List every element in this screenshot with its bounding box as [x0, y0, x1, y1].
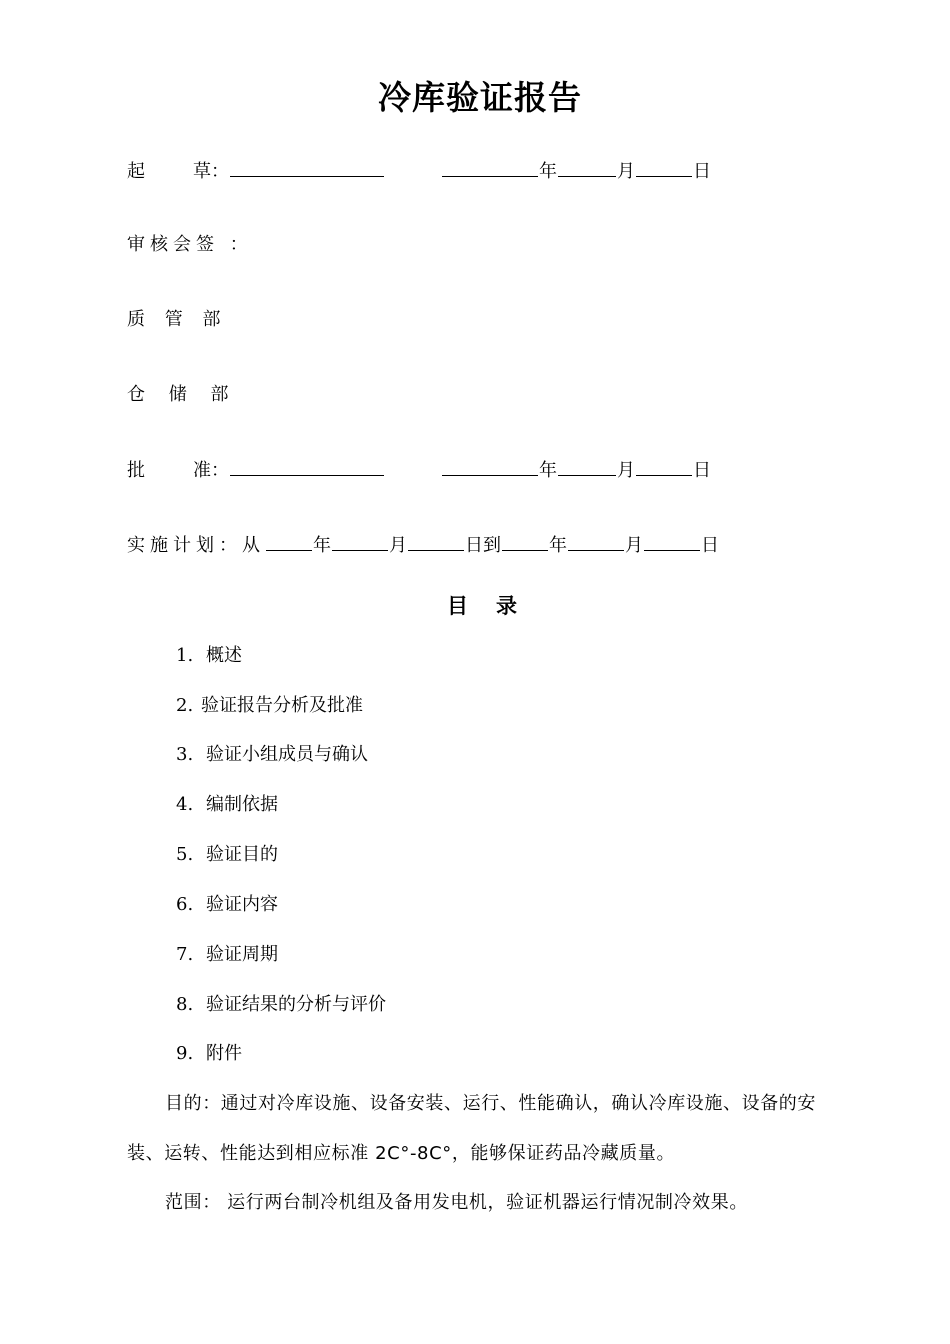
draft-signature-line [230, 158, 384, 177]
toc-item-text: 验证小组成员与确认 [206, 744, 368, 765]
toc-item [176, 694, 363, 718]
year-label: 年 [539, 460, 557, 481]
plan-to-year-line [502, 532, 548, 551]
year-label: 年 [313, 535, 331, 556]
toc-item-text: 概述 [206, 645, 242, 666]
toc-item-number: 3. [176, 744, 194, 765]
draft-day-line [636, 158, 692, 177]
toc-title [0, 590, 950, 620]
day-label: 日 [693, 161, 711, 182]
draft-label: 起 草： [127, 161, 229, 182]
warehouse-dept-label: 仓 储 部 [127, 384, 238, 405]
approve-month-line [558, 457, 616, 476]
toc-item-number: 2. [176, 695, 194, 716]
plan-from-day-line [408, 532, 464, 551]
day-to-label: 日到 [465, 535, 501, 556]
toc-item [176, 993, 386, 1017]
approve-day-line [636, 457, 692, 476]
purpose-line-2: 装、运转、性能达到相应标准 2C°-8C°，能够保证药品冷藏质量。 [127, 1143, 676, 1164]
approve-label: 批 准： [127, 460, 229, 481]
toc-item [176, 943, 278, 967]
toc-item [176, 644, 242, 668]
toc-item-number: 4. [176, 794, 194, 815]
qa-dept-label: 质 管 部 [127, 309, 228, 330]
month-label: 月 [625, 535, 643, 556]
toc-item-text: 验证报告分析及批准 [201, 695, 363, 716]
toc-item-text: 验证内容 [206, 894, 278, 915]
approve-year-line [442, 457, 538, 476]
approve-signature-line [230, 457, 384, 476]
toc-item-text: 附件 [206, 1043, 242, 1064]
month-label: 月 [617, 460, 635, 481]
toc-item-number: 8. [176, 994, 194, 1015]
toc-item-number: 9. [176, 1043, 194, 1064]
day-label: 日 [701, 535, 719, 556]
toc-item-text: 验证结果的分析与评价 [206, 994, 386, 1015]
plan-from-month-line [332, 532, 388, 551]
toc-item [176, 893, 278, 917]
year-label: 年 [549, 535, 567, 556]
draft-year-line [442, 158, 538, 177]
toc-item-text: 编制依据 [206, 794, 278, 815]
purpose-line-1: 目的：通过对冷库设施、设备安装、运行、性能确认，确认冷库设施、设备的安 [165, 1093, 816, 1114]
plan-row [127, 532, 719, 558]
year-label: 年 [539, 161, 557, 182]
plan-to-month-line [568, 532, 624, 551]
toc-item-number: 6. [176, 894, 194, 915]
toc-item-number: 5. [176, 844, 194, 865]
toc-item [176, 1042, 242, 1066]
toc-title-left: 目 [447, 594, 468, 618]
document-title: 冷库验证报告 [378, 78, 582, 117]
scope-text: 范围： 运行两台制冷机组及备用发电机，验证机器运行情况制冷效果。 [165, 1192, 748, 1213]
plan-to-day-line [644, 532, 700, 551]
review-label: 审核会签 ： [127, 234, 253, 255]
toc-item-number: 1. [176, 645, 194, 666]
month-label: 月 [617, 161, 635, 182]
draft-month-line [558, 158, 616, 177]
toc-title-right: 录 [496, 594, 517, 618]
toc-item-number: 7. [176, 944, 194, 965]
toc-item-text: 验证目的 [206, 844, 278, 865]
plan-from-year-line [266, 532, 312, 551]
day-label: 日 [693, 460, 711, 481]
toc-item [176, 843, 278, 867]
toc-item-text: 验证周期 [206, 944, 278, 965]
toc-item [176, 743, 368, 767]
plan-label: 实施计划：从 [127, 535, 265, 556]
month-label: 月 [389, 535, 407, 556]
toc-item [176, 793, 278, 817]
approve-row [127, 457, 711, 483]
draft-row [127, 158, 711, 184]
